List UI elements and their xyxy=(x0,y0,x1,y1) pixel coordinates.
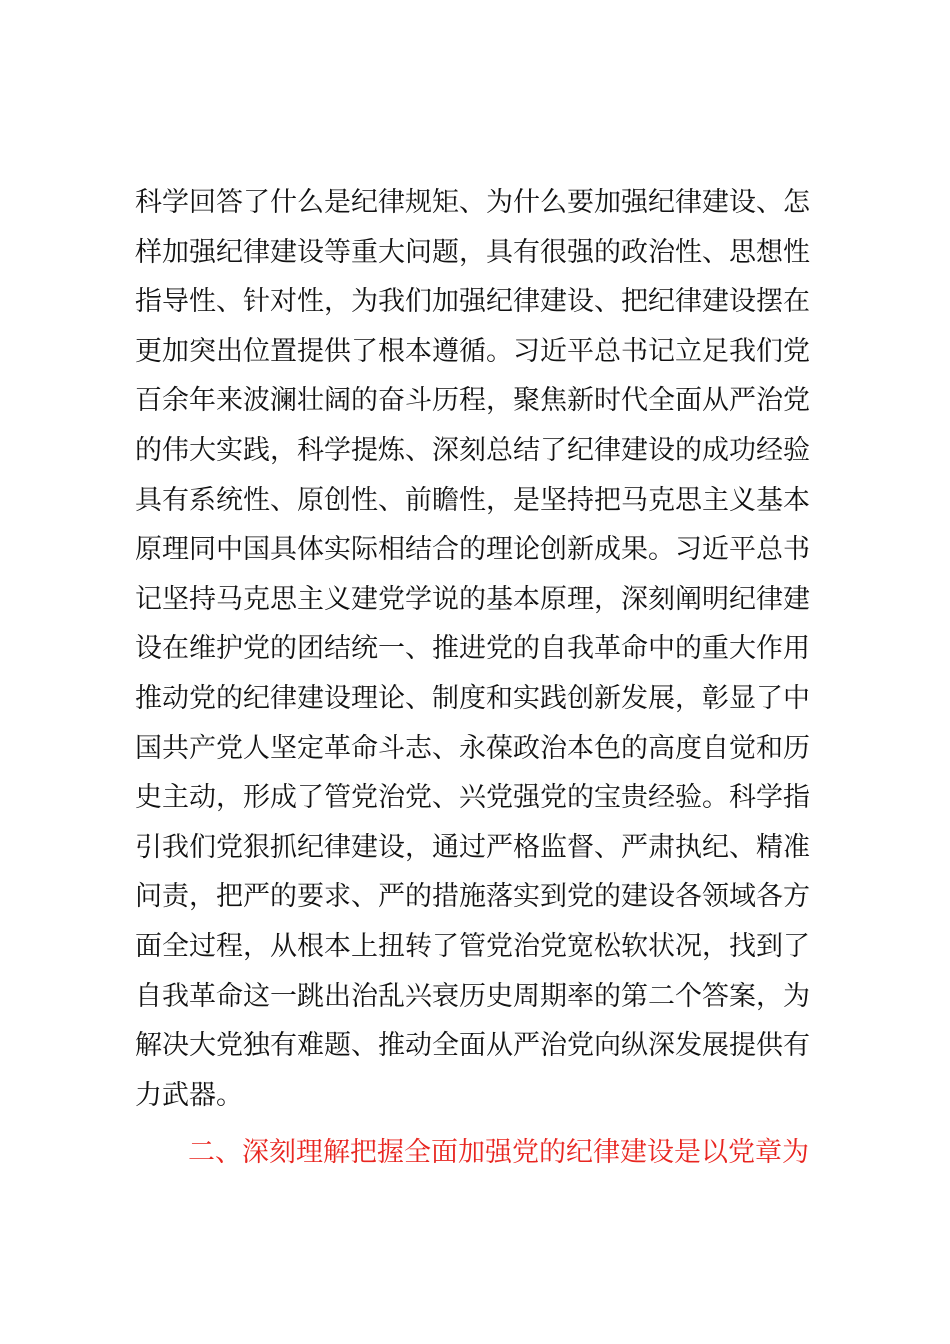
paragraph-line: 样加强纪律建设等重大问题，具有很强的政治性、思想性 xyxy=(135,236,810,268)
paragraph-line: 引我们党狠抓纪律建设，通过严格监督、严肃执纪、精准 xyxy=(135,831,810,863)
paragraph-line: 推动党的纪律建设理论、制度和实践创新发展，彰显了中 xyxy=(135,682,810,714)
paragraph-line: 面全过程，从根本上扭转了管党治党宽松软状况，找到了 xyxy=(135,930,810,962)
paragraph-line: 自我革命这一跳出治乱兴衰历史周期率的第二个答案，为 xyxy=(135,980,810,1012)
body-paragraph xyxy=(135,178,835,1120)
paragraph-line: 指导性、针对性，为我们加强纪律建设、把纪律建设摆在 xyxy=(135,286,810,318)
paragraph-line: 原理同中国具体实际相结合的理论创新成果。习近平总书 xyxy=(135,534,810,566)
paragraph-line: 具有系统性、原创性、前瞻性，是坚持把马克思主义基本 xyxy=(135,484,810,516)
section-heading: 二、深刻理解把握全面加强党的纪律建设是以党章为 xyxy=(188,1137,809,1168)
paragraph-line: 力武器。 xyxy=(135,1079,243,1111)
paragraph-line: 的伟大实践，科学提炼、深刻总结了纪律建设的成功经验 xyxy=(135,434,810,466)
paragraph-line: 史主动，形成了管党治党、兴党强党的宝贵经验。科学指 xyxy=(135,782,810,814)
paragraph-line: 国共产党人坚定革命斗志、永葆政治本色的高度自觉和历 xyxy=(135,732,810,764)
paragraph-line: 百余年来波澜壮阔的奋斗历程，聚焦新时代全面从严治党 xyxy=(135,385,810,417)
paragraph-line: 科学回答了什么是纪律规矩、为什么要加强纪律建设、怎 xyxy=(135,187,810,218)
paragraph-line: 设在维护党的团结统一、推进党的自我革命中的重大作用 xyxy=(135,633,810,665)
paragraph-line: 更加突出位置提供了根本遵循。习近平总书记立足我们党 xyxy=(135,335,810,367)
paragraph-line: 问责，把严的要求、严的措施落实到党的建设各领域各方 xyxy=(135,881,810,913)
paragraph-line: 解决大党独有难题、推动全面从严治党向纵深发展提供有 xyxy=(135,1030,810,1062)
paragraph-line: 记坚持马克思主义建党学说的基本原理，深刻阐明纪律建 xyxy=(135,583,810,615)
